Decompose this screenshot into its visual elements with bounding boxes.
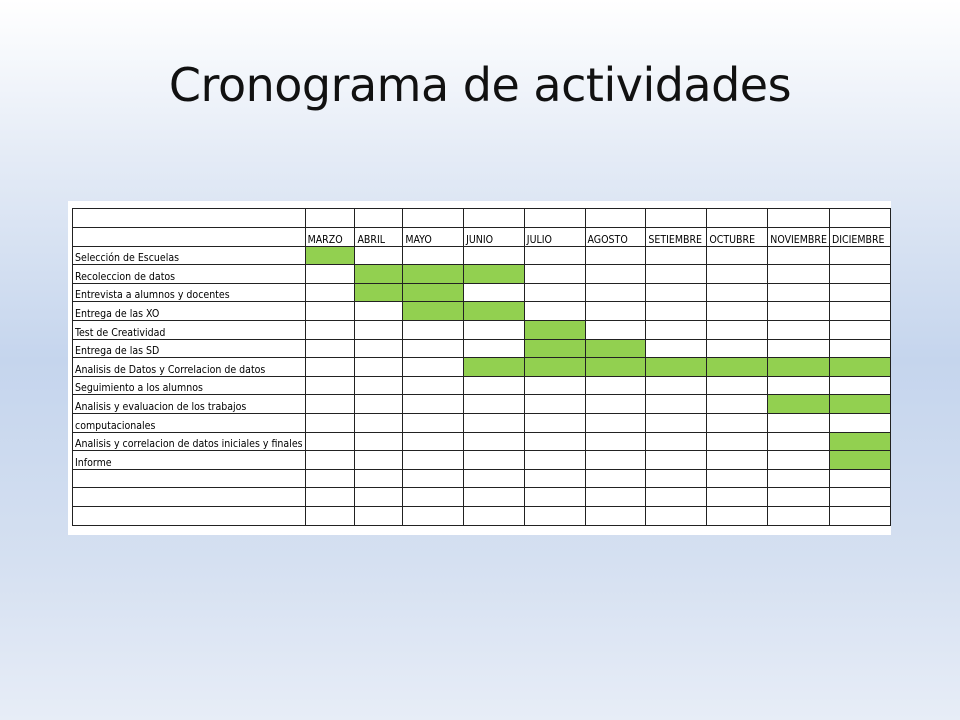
schedule-cell[interactable]	[305, 265, 355, 284]
empty-cell	[829, 506, 890, 525]
empty-cell	[464, 506, 525, 525]
scheduled-cell[interactable]	[768, 395, 830, 414]
activity-label[interactable]: Entrevista a alumnos y docentes	[73, 283, 306, 302]
activity-label[interactable]: Selección de Escuelas	[73, 246, 306, 265]
scheduled-cell[interactable]	[829, 358, 890, 377]
empty-cell[interactable]	[646, 488, 707, 507]
activity-label[interactable]: Analisis y correlacion de datos iniciales y finales	[73, 432, 306, 451]
schedule-cell[interactable]	[524, 395, 585, 414]
month-header[interactable]: NOVIEMBRE	[768, 228, 830, 247]
empty-cell[interactable]	[305, 488, 355, 507]
schedule-cell[interactable]	[585, 451, 646, 470]
empty-cell[interactable]	[464, 209, 525, 228]
scheduled-cell[interactable]	[403, 302, 464, 321]
month-header[interactable]: MARZO	[305, 228, 355, 247]
empty-cell[interactable]	[829, 469, 890, 488]
scheduled-cell[interactable]	[829, 395, 890, 414]
activity-row	[73, 376, 891, 395]
schedule-cell[interactable]	[355, 376, 403, 395]
schedule-cell[interactable]	[646, 339, 707, 358]
schedule-cell[interactable]	[305, 320, 355, 339]
month-header[interactable]: OCTUBRE	[707, 228, 768, 247]
schedule-cell[interactable]	[305, 451, 355, 470]
header-corner-cell[interactable]	[73, 228, 306, 247]
empty-cell[interactable]	[646, 469, 707, 488]
schedule-cell[interactable]	[403, 246, 464, 265]
schedule-cell[interactable]	[355, 451, 403, 470]
schedule-cell[interactable]	[464, 395, 525, 414]
schedule-cell[interactable]	[585, 413, 646, 432]
scheduled-cell[interactable]	[768, 358, 830, 377]
schedule-cell[interactable]	[464, 246, 525, 265]
schedule-cell[interactable]	[464, 451, 525, 470]
schedule-cell[interactable]	[355, 320, 403, 339]
schedule-cell[interactable]	[355, 395, 403, 414]
schedule-cell[interactable]	[829, 413, 890, 432]
empty-row	[73, 209, 891, 228]
schedule-cell[interactable]	[355, 413, 403, 432]
activity-label[interactable]: Entrega de las SD	[73, 339, 306, 358]
schedule-cell[interactable]	[305, 339, 355, 358]
scheduled-cell[interactable]	[829, 451, 890, 470]
scheduled-cell[interactable]	[464, 358, 525, 377]
activity-row	[73, 302, 891, 321]
activity-row	[73, 395, 891, 414]
schedule-cell[interactable]	[305, 432, 355, 451]
empty-row	[73, 506, 891, 525]
activity-label[interactable]: Analisis y evaluacion de los trabajos	[73, 395, 306, 414]
schedule-cell[interactable]	[646, 320, 707, 339]
schedule-cell[interactable]	[464, 413, 525, 432]
schedule-cell[interactable]	[585, 376, 646, 395]
schedule-cell[interactable]	[646, 451, 707, 470]
schedule-cell[interactable]	[305, 395, 355, 414]
schedule-cell[interactable]	[524, 265, 585, 284]
empty-cell	[524, 506, 585, 525]
empty-cell[interactable]	[464, 488, 525, 507]
schedule-cell[interactable]	[585, 265, 646, 284]
scheduled-cell[interactable]	[585, 358, 646, 377]
empty-cell[interactable]	[305, 209, 355, 228]
empty-cell[interactable]	[829, 488, 890, 507]
scheduled-cell[interactable]	[707, 358, 768, 377]
month-header[interactable]: JULIO	[524, 228, 585, 247]
scheduled-cell[interactable]	[524, 320, 585, 339]
schedule-cell[interactable]	[355, 432, 403, 451]
schedule-cell[interactable]	[524, 432, 585, 451]
schedule-cell[interactable]	[707, 432, 768, 451]
activity-row	[73, 451, 891, 470]
empty-cell[interactable]	[585, 209, 646, 228]
empty-cell	[403, 506, 464, 525]
schedule-cell[interactable]	[524, 302, 585, 321]
empty-cell[interactable]	[305, 469, 355, 488]
schedule-cell[interactable]	[464, 432, 525, 451]
schedule-cell[interactable]	[646, 376, 707, 395]
schedule-cell[interactable]	[464, 339, 525, 358]
scheduled-cell[interactable]	[524, 339, 585, 358]
empty-cell[interactable]	[524, 469, 585, 488]
empty-cell[interactable]	[524, 488, 585, 507]
empty-cell	[646, 506, 707, 525]
activity-label[interactable]: computacionales	[73, 413, 306, 432]
schedule-cell[interactable]	[403, 358, 464, 377]
schedule-cell[interactable]	[646, 432, 707, 451]
schedule-cell[interactable]	[305, 358, 355, 377]
month-header[interactable]: MAYO	[403, 228, 464, 247]
schedule-cell[interactable]	[464, 283, 525, 302]
schedule-cell[interactable]	[403, 395, 464, 414]
schedule-cell[interactable]	[707, 265, 768, 284]
empty-cell	[305, 506, 355, 525]
empty-cell[interactable]	[355, 488, 403, 507]
month-header[interactable]: DICIEMBRE	[829, 228, 890, 247]
empty-cell	[707, 506, 768, 525]
schedule-cell[interactable]	[524, 451, 585, 470]
empty-cell[interactable]	[403, 209, 464, 228]
schedule-cell[interactable]	[464, 320, 525, 339]
schedule-cell[interactable]	[768, 265, 830, 284]
activity-row	[73, 265, 891, 284]
activity-row	[73, 432, 891, 451]
schedule-cell[interactable]	[585, 283, 646, 302]
header-row	[73, 228, 891, 247]
schedule-cell[interactable]	[585, 246, 646, 265]
schedule-cell[interactable]	[646, 395, 707, 414]
schedule-cell[interactable]	[768, 413, 830, 432]
schedule-cell[interactable]	[829, 339, 890, 358]
month-header[interactable]: ABRIL	[355, 228, 403, 247]
schedule-cell[interactable]	[305, 376, 355, 395]
activity-label[interactable]: Analisis de Datos y Correlacion de datos	[73, 358, 306, 377]
activity-label[interactable]: Informe	[73, 451, 306, 470]
month-header[interactable]: SETIEMBRE	[646, 228, 707, 247]
activity-label[interactable]: Recoleccion de datos	[73, 265, 306, 284]
schedule-cell[interactable]	[403, 376, 464, 395]
schedule-cell[interactable]	[829, 246, 890, 265]
schedule-cell[interactable]	[707, 246, 768, 265]
empty-cell	[355, 506, 403, 525]
scheduled-cell[interactable]	[355, 283, 403, 302]
schedule-cell[interactable]	[829, 302, 890, 321]
empty-cell[interactable]	[829, 209, 890, 228]
empty-row	[73, 488, 891, 507]
schedule-cell[interactable]	[524, 376, 585, 395]
scheduled-cell[interactable]	[355, 265, 403, 284]
empty-cell[interactable]	[73, 469, 306, 488]
schedule-cell[interactable]	[707, 395, 768, 414]
scheduled-cell[interactable]	[403, 265, 464, 284]
activity-row	[73, 413, 891, 432]
schedule-cell[interactable]	[707, 283, 768, 302]
activity-label[interactable]: Test de Creatividad	[73, 320, 306, 339]
schedule-cell[interactable]	[585, 320, 646, 339]
empty-cell[interactable]	[707, 469, 768, 488]
empty-cell	[585, 506, 646, 525]
slide-title: Cronograma de actividades	[168, 58, 792, 112]
empty-cell[interactable]	[768, 488, 830, 507]
schedule-cell[interactable]	[403, 339, 464, 358]
schedule-cell[interactable]	[646, 413, 707, 432]
empty-cell[interactable]	[73, 209, 306, 228]
schedule-table	[72, 208, 891, 526]
scheduled-cell[interactable]	[305, 246, 355, 265]
schedule-cell[interactable]	[355, 246, 403, 265]
schedule-cell[interactable]	[829, 265, 890, 284]
empty-cell[interactable]	[403, 488, 464, 507]
schedule-cell[interactable]	[768, 432, 830, 451]
activity-row	[73, 320, 891, 339]
schedule-cell[interactable]	[768, 376, 830, 395]
schedule-cell[interactable]	[464, 376, 525, 395]
schedule-cell[interactable]	[829, 376, 890, 395]
month-header[interactable]: AGOSTO	[585, 228, 646, 247]
empty-cell[interactable]	[464, 469, 525, 488]
empty-cell[interactable]	[355, 209, 403, 228]
empty-cell[interactable]	[768, 209, 830, 228]
schedule-cell[interactable]	[305, 413, 355, 432]
scheduled-cell[interactable]	[524, 358, 585, 377]
schedule-cell[interactable]	[768, 320, 830, 339]
activity-row	[73, 283, 891, 302]
scheduled-cell[interactable]	[646, 358, 707, 377]
schedule-cell[interactable]	[403, 451, 464, 470]
schedule-cell[interactable]	[355, 358, 403, 377]
schedule-cell[interactable]	[403, 413, 464, 432]
activity-row	[73, 339, 891, 358]
schedule-cell[interactable]	[768, 246, 830, 265]
schedule-cell[interactable]	[305, 283, 355, 302]
schedule-cell[interactable]	[646, 246, 707, 265]
schedule-cell[interactable]	[646, 302, 707, 321]
scheduled-cell[interactable]	[464, 302, 525, 321]
scheduled-cell[interactable]	[464, 265, 525, 284]
scheduled-cell[interactable]	[403, 283, 464, 302]
schedule-cell[interactable]	[707, 413, 768, 432]
schedule-cell[interactable]	[524, 413, 585, 432]
activity-row	[73, 246, 891, 265]
empty-cell[interactable]	[524, 209, 585, 228]
schedule-cell[interactable]	[646, 265, 707, 284]
schedule-cell[interactable]	[585, 302, 646, 321]
empty-row	[73, 469, 891, 488]
schedule-cell[interactable]	[585, 432, 646, 451]
empty-cell[interactable]	[585, 488, 646, 507]
activity-row	[73, 358, 891, 377]
schedule-cell[interactable]	[707, 376, 768, 395]
schedule-cell[interactable]	[646, 283, 707, 302]
schedule-cell[interactable]	[355, 339, 403, 358]
activity-label[interactable]: Entrega de las XO	[73, 302, 306, 321]
schedule-cell[interactable]	[829, 320, 890, 339]
empty-cell[interactable]	[707, 488, 768, 507]
scheduled-cell[interactable]	[585, 339, 646, 358]
schedule-cell[interactable]	[403, 432, 464, 451]
schedule-cell[interactable]	[707, 451, 768, 470]
schedule-cell[interactable]	[707, 339, 768, 358]
empty-cell[interactable]	[768, 469, 830, 488]
month-header[interactable]: JUNIO	[464, 228, 525, 247]
schedule-cell[interactable]	[707, 302, 768, 321]
schedule-cell[interactable]	[768, 283, 830, 302]
schedule-cell[interactable]	[768, 451, 830, 470]
empty-cell	[768, 506, 830, 525]
schedule-cell[interactable]	[305, 302, 355, 321]
schedule-cell[interactable]	[768, 302, 830, 321]
schedule-sheet	[68, 201, 891, 535]
schedule-cell[interactable]	[524, 246, 585, 265]
schedule-cell[interactable]	[585, 395, 646, 414]
empty-cell[interactable]	[73, 488, 306, 507]
activity-label[interactable]: Seguimiento a los alumnos	[73, 376, 306, 395]
schedule-cell[interactable]	[524, 283, 585, 302]
scheduled-cell[interactable]	[829, 432, 890, 451]
schedule-cell[interactable]	[707, 320, 768, 339]
schedule-cell[interactable]	[403, 320, 464, 339]
empty-cell[interactable]	[355, 469, 403, 488]
empty-cell[interactable]	[403, 469, 464, 488]
empty-cell[interactable]	[585, 469, 646, 488]
schedule-cell[interactable]	[355, 302, 403, 321]
empty-cell[interactable]	[646, 209, 707, 228]
schedule-cell[interactable]	[829, 283, 890, 302]
empty-cell[interactable]	[707, 209, 768, 228]
empty-cell[interactable]	[73, 506, 306, 525]
schedule-cell[interactable]	[768, 339, 830, 358]
